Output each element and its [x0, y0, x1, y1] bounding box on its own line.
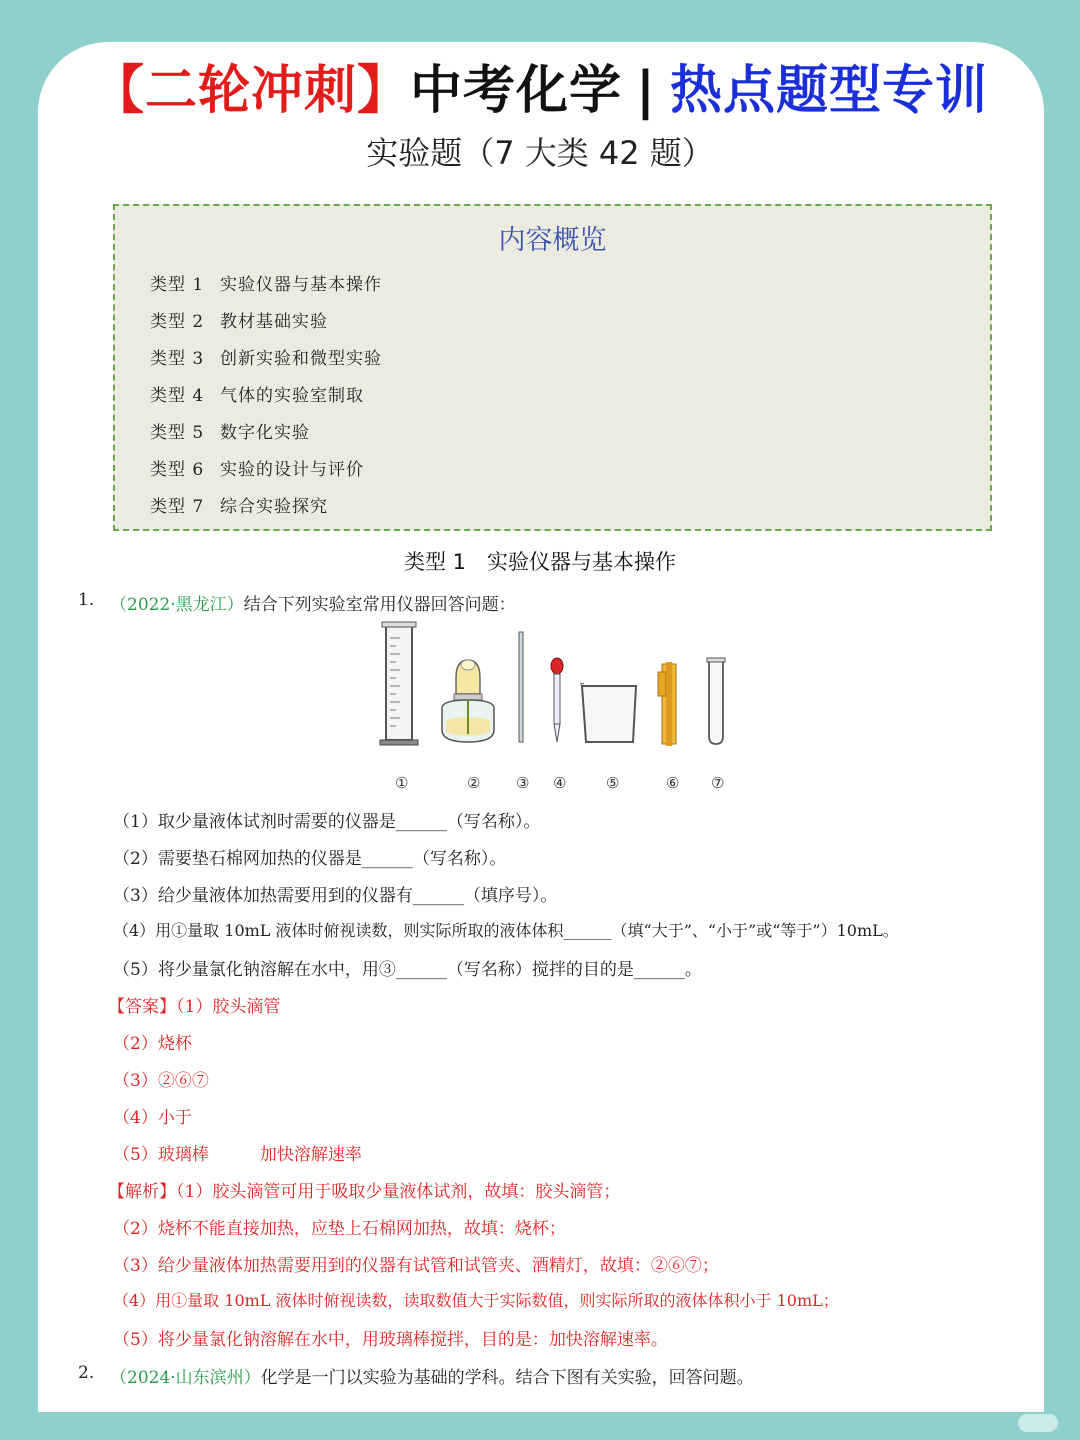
title-separator: | — [636, 61, 656, 121]
beaker-icon — [581, 683, 636, 742]
analysis-line: （3）给少量液体加热需要用到的仪器有试管和试管夹、酒精灯，故填：②⑥⑦； — [113, 1256, 719, 1276]
overview-item: 类型 4 气体的实验室制取 — [150, 386, 364, 406]
test-tube-icon — [707, 658, 725, 744]
analysis-line: （4）用①量取 10mL 液体时俯视读数，读取数值大于实际数值，则实际所取的液体体积小于 10mL； — [113, 1291, 839, 1310]
analysis-line: （2）烧杯不能直接加热，应垫上石棉网加热，故填：烧杯； — [113, 1219, 566, 1239]
question-part: （4）用①量取 10mL 液体时俯视读数，则实际所取的液体体积______（填“大于”、“小于”或“等于”）10mL。 — [113, 921, 899, 940]
analysis-line: 【解析】（1）胶头滴管可用于吸取少量液体试剂，故填：胶头滴管； — [108, 1182, 621, 1202]
dropper-icon — [551, 658, 563, 742]
figure-label: ① — [395, 774, 409, 792]
section-heading: 类型 1 实验仪器与基本操作 — [403, 550, 677, 574]
analysis-line: （5）将少量氯化钠溶解在水中，用玻璃棒搅拌，目的是：加快溶解速率。 — [113, 1330, 668, 1350]
question-number: 2. — [78, 1363, 95, 1383]
analysis-tag: 【解析】 — [108, 1182, 176, 1202]
apparatus-figure — [370, 618, 740, 754]
overview-item: 类型 3 创新实验和微型实验 — [150, 349, 382, 369]
question-part: （3）给少量液体加热需要用到的仪器有______（填序号）。 — [113, 886, 558, 906]
answer-line: 【答案】（1）胶头滴管 — [108, 997, 281, 1017]
page-title — [0, 48, 1080, 123]
corner-badge — [1018, 1414, 1058, 1432]
figure-label: ⑤ — [606, 774, 620, 792]
question-stem: （2022·黑龙江）结合下列实验室常用仪器回答问题： — [110, 595, 516, 615]
answer-line: （2）烧杯 — [113, 1034, 192, 1054]
alcohol-lamp-icon — [442, 660, 494, 742]
answer-line: （5）玻璃棒 加快溶解速率 — [113, 1145, 362, 1165]
page-subtitle: 实验题（7 大类 42 题） — [366, 134, 714, 172]
overview-item: 类型 1 实验仪器与基本操作 — [150, 275, 382, 295]
figure-label: ④ — [553, 774, 567, 792]
overview-item: 类型 5 数字化实验 — [150, 423, 310, 443]
question-part: （1）取少量液体试剂时需要的仪器是______（写名称）。 — [113, 812, 541, 832]
test-tube-holder-icon — [658, 662, 676, 746]
answer-line: （3）②⑥⑦ — [113, 1071, 209, 1091]
overview-item: 类型 2 教材基础实验 — [150, 312, 328, 332]
question-part: （2）需要垫石棉网加热的仪器是______（写名称）。 — [113, 849, 507, 869]
figure-label: ② — [467, 774, 481, 792]
overview-item: 类型 6 实验的设计与评价 — [150, 460, 364, 480]
figure-label: ⑦ — [711, 774, 725, 792]
figure-label: ⑥ — [666, 774, 680, 792]
question-part: （5）将少量氯化钠溶解在水中，用③______（写名称）搅拌的目的是______。 — [113, 960, 702, 980]
question-source: （2022·黑龙江） — [110, 595, 244, 615]
answer-line: （4）小于 — [113, 1108, 192, 1128]
measuring-cylinder-icon — [380, 622, 418, 745]
answer-tag: 【答案】 — [108, 997, 176, 1017]
title-subject: 中考化学 — [409, 61, 622, 121]
figure-label: ③ — [516, 774, 530, 792]
overview-item: 类型 7 综合实验探究 — [150, 497, 328, 517]
glass-rod-icon — [519, 632, 523, 742]
question-source: （2024·山东滨州） — [110, 1368, 261, 1388]
title-topic: 热点题型专训 — [670, 61, 989, 121]
question-number: 1. — [78, 590, 95, 610]
overview-box — [113, 204, 992, 531]
question-stem: （2024·山东滨州）化学是一门以实验为基础的学科。结合下图有关实验，回答问题。 — [110, 1368, 754, 1388]
title-tag: 【二轮冲刺】 — [91, 61, 410, 121]
overview-heading: 内容概览 — [498, 225, 607, 256]
